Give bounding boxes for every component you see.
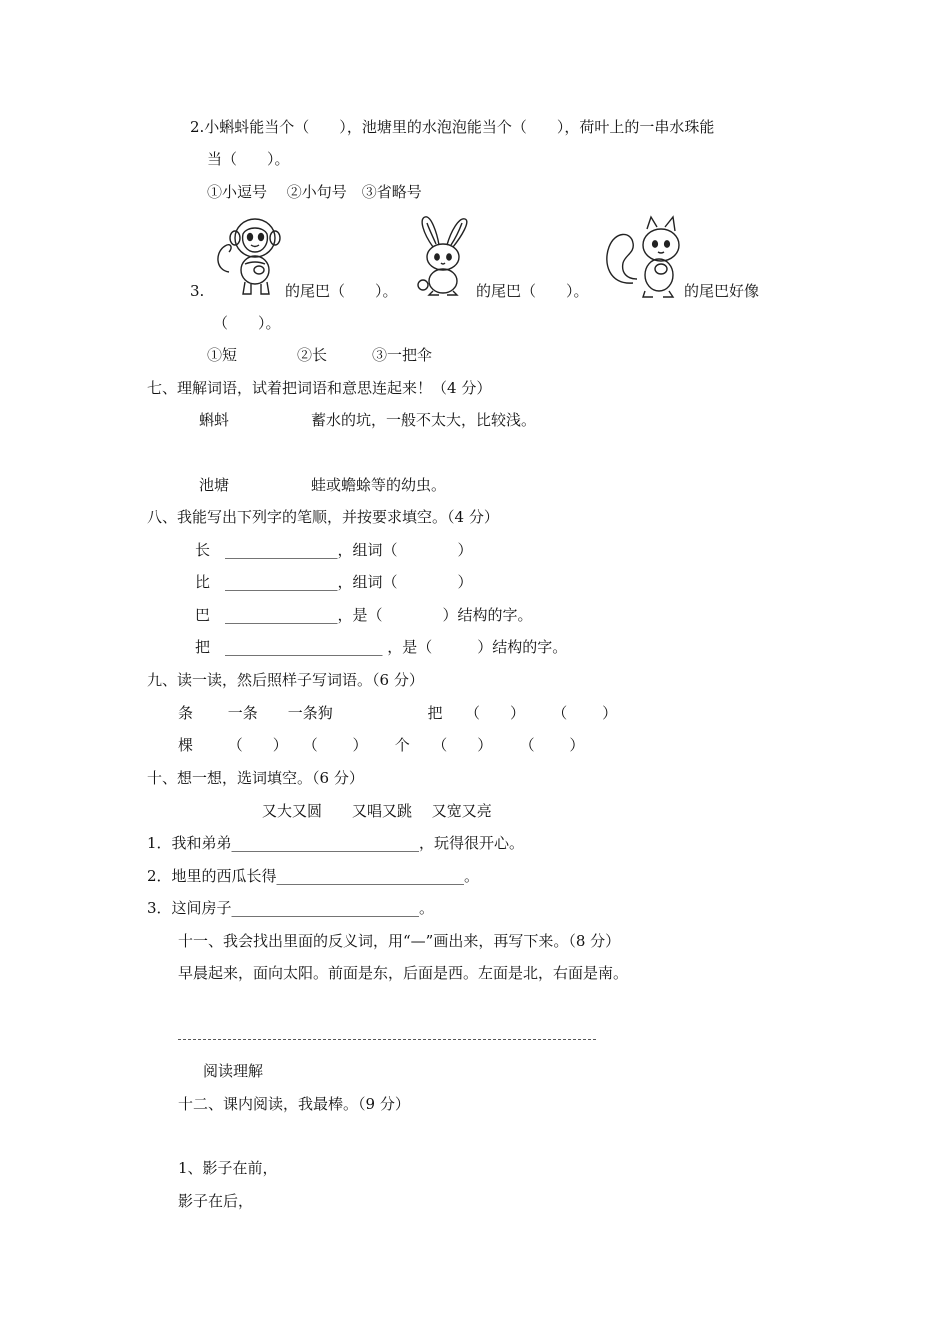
section10-heading: 十、想一想，选词填空。（6 分）: [147, 769, 364, 787]
q3-squirrel-text: 的尾巴好像: [684, 282, 760, 300]
section8-row2: 比 _______________，组词（ ）: [195, 573, 473, 591]
section10-item1: 1．我和弟弟_________________________，玩得很开心。: [147, 834, 525, 852]
poem-line1: 1、影子在前，: [178, 1159, 278, 1177]
reading-title: 阅读理解: [203, 1062, 264, 1080]
q2-options: ①小逗号 ②小句号 ③省略号: [207, 183, 422, 201]
section11-text: 早晨起来，面向太阳。前面是东，后面是西。左面是北，右面是南。: [178, 964, 629, 982]
q3-rabbit-text: 的尾巴（ ）。: [476, 282, 589, 300]
section10-item3: 3．这间房子_________________________。: [147, 899, 435, 917]
section7-word1: 蝌蚪: [199, 411, 230, 429]
section7-heading: 七、理解词语，试着把词语和意思连起来！（4 分）: [147, 379, 492, 397]
section9-heading: 九、读一读，然后照样子写词语。（6 分）: [147, 671, 424, 689]
section8-row4: 把 _____________________ ，是（ ）结构的字。: [195, 638, 568, 656]
q3-options: ①短 ②长 ③一把伞: [207, 346, 433, 364]
section8-heading: 八、我能写出下列字的笔顺，并按要求填空。（4 分）: [147, 508, 499, 526]
q3-line2: （ ）。: [213, 314, 281, 332]
monkey-image: [215, 212, 285, 298]
section9-row2: 棵 （ ） （ ） 个 （ ） （ ）: [178, 736, 585, 754]
squirrel-image: [603, 213, 685, 299]
section8-row3: 巴 _______________，是（ ）结构的字。: [195, 606, 533, 624]
q3-monkey-text: 的尾巴（ ）。: [285, 282, 398, 300]
section11-heading: 十一、我会找出里面的反义词，用“—”画出来，再写下来。（8 分）: [178, 932, 621, 950]
section12-heading: 十二、课内阅读，我最棒。（9 分）: [178, 1095, 410, 1113]
section10-word-bank: 又大又圆 又唱又跳 又宽又亮: [262, 802, 492, 820]
section7-meaning1: 蓄水的坑，一般不太大，比较浅。: [311, 411, 537, 429]
q3-number: 3.: [190, 282, 205, 300]
section7-word2: 池塘: [199, 476, 230, 494]
q2-line2: 当（ ）。: [207, 150, 290, 168]
section7-meaning2: 蛙或蟾蜍等的幼虫。: [311, 476, 447, 494]
q2-line1: 2.小蝌蚪能当个（ ），池塘里的水泡泡能当个（ ），荷叶上的一串水珠能: [190, 118, 715, 136]
answer-dashed-line: [178, 1039, 596, 1040]
section9-row1: 条 一条 一条狗 把 （ ） （ ）: [178, 704, 618, 722]
section8-row1: 长 _______________，组词（ ）: [195, 541, 473, 559]
poem-line2: 影子在后，: [178, 1192, 254, 1210]
section10-item2: 2．地里的西瓜长得_________________________。: [147, 867, 480, 885]
rabbit-image: [415, 213, 471, 297]
